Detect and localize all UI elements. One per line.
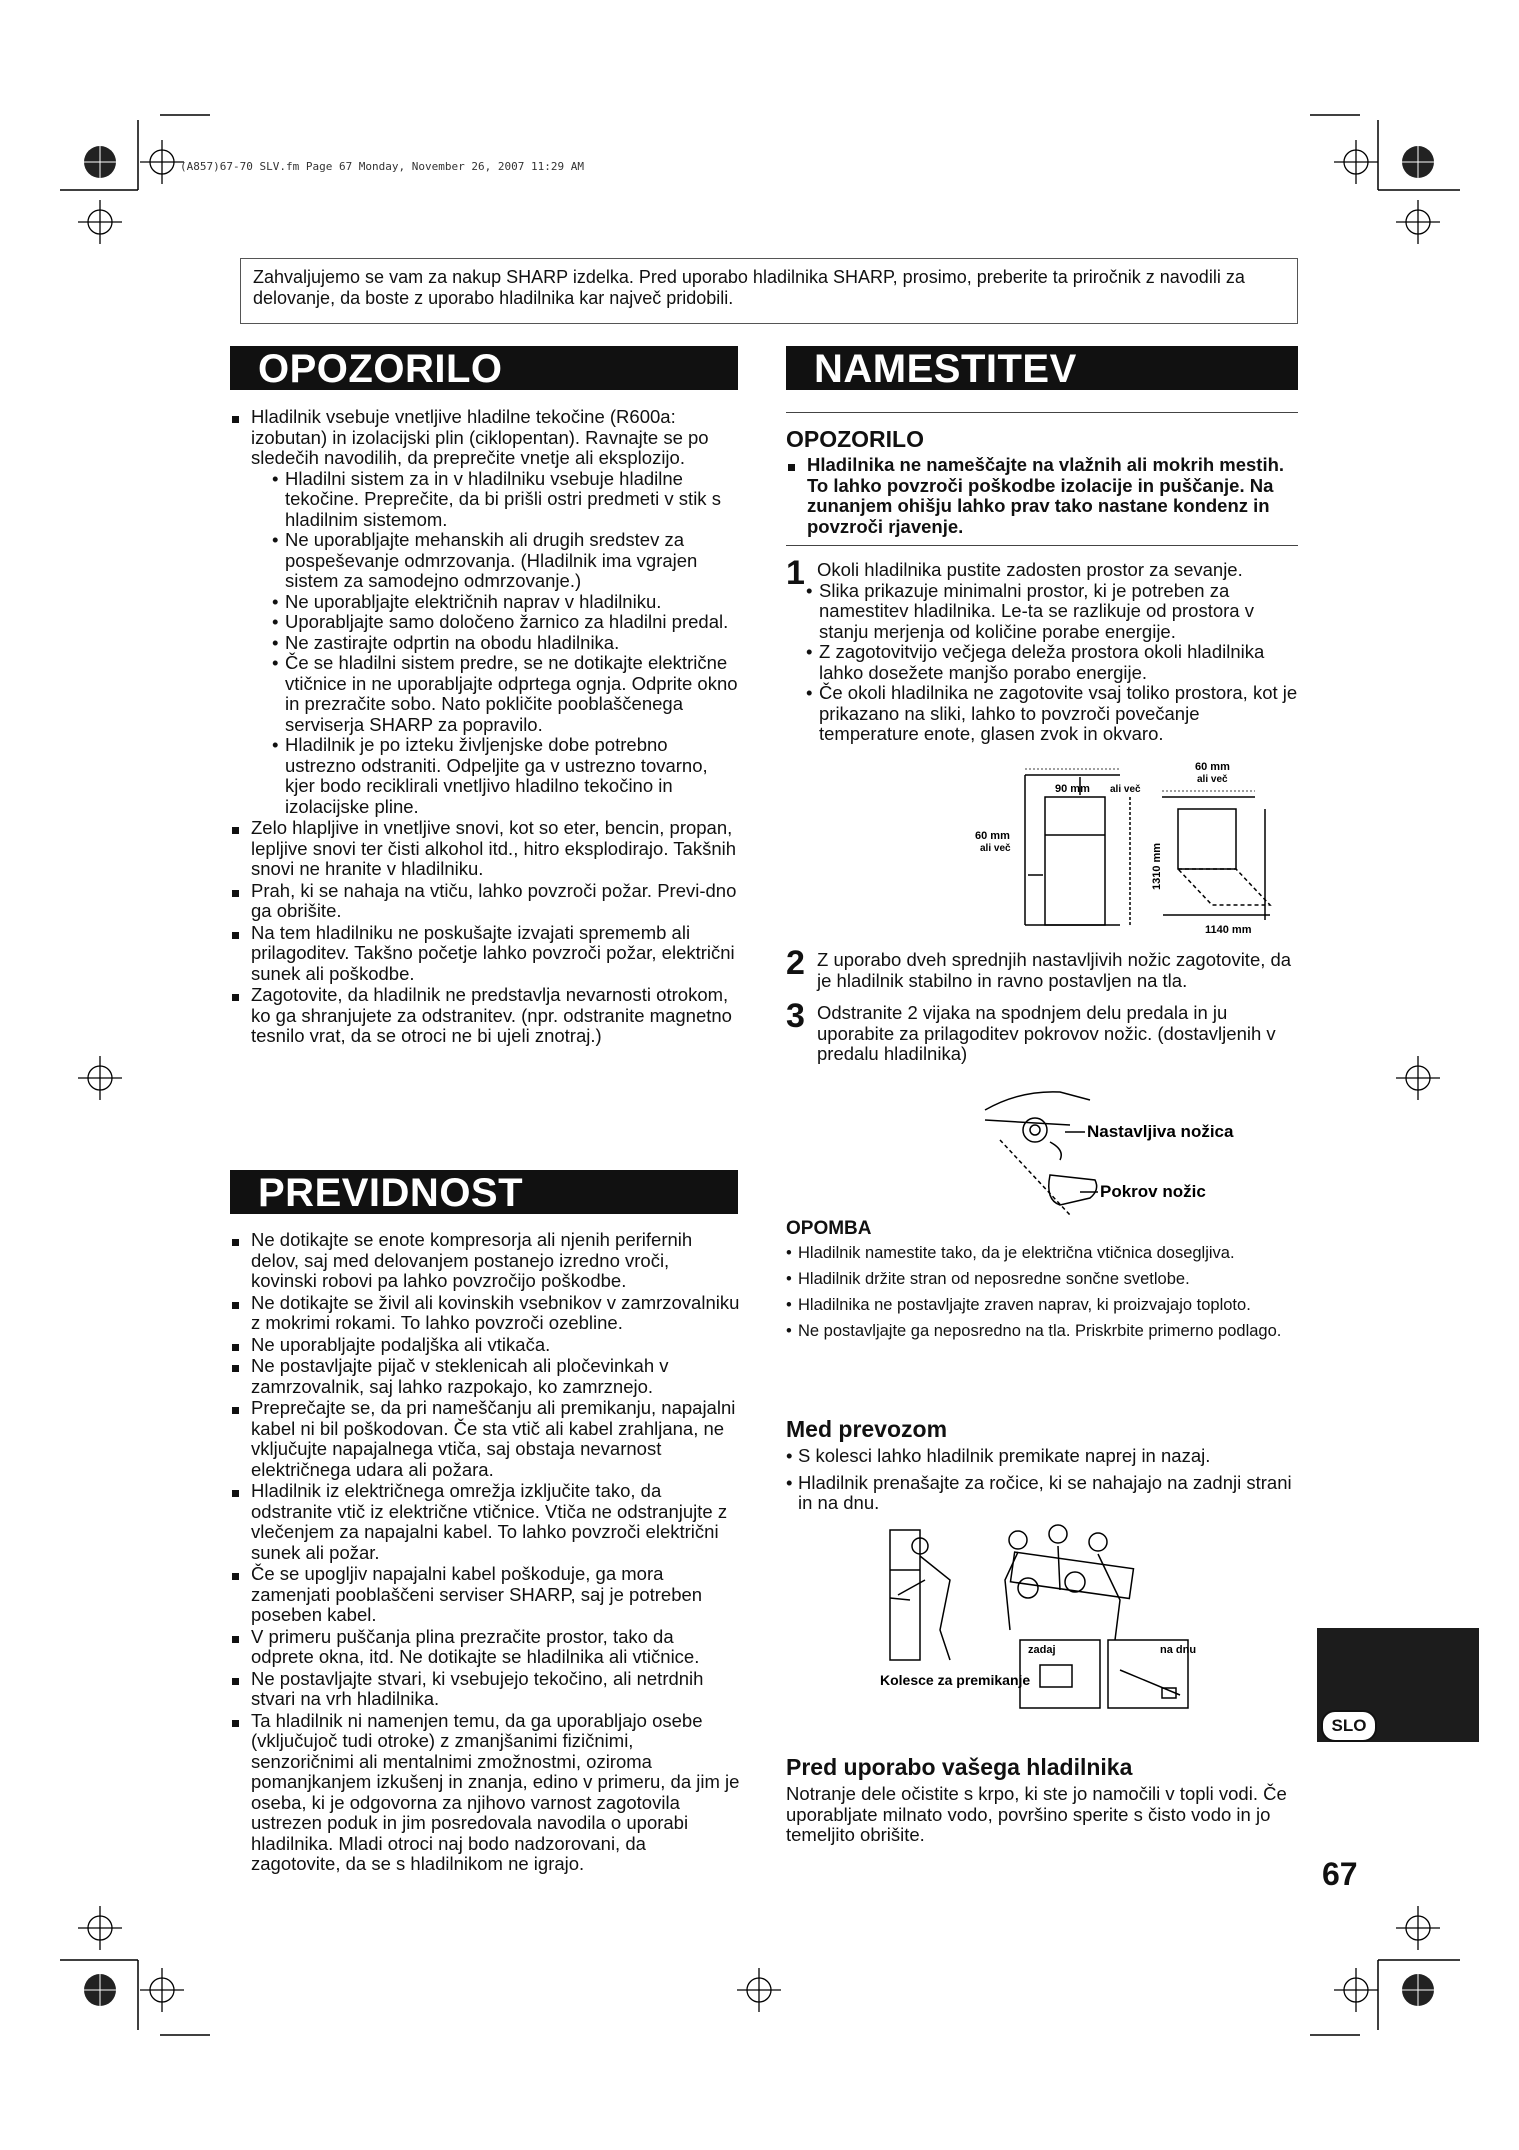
caution-item: Hladilnik iz električnega omrežja izključite tako, da odstranite vtič iz električne vtičnice. Vtiča ne odstranjujte z vlečenjem za napajalni kabel. To lahko povzroči električni sunek ali požar.	[230, 1481, 740, 1563]
caution-item: Ne dotikajte se živil ali kovinskih vsebnikov v zamrzovalniku z mokrimi rokami. To lahko povzroči ozebline.	[230, 1293, 740, 1334]
warning-sub-item: • Hladilnik je po izteku življenjske dobe potrebno ustrezno odstraniti. Odpeljite ga v ustrezno tovarno, kjer bodo reciklirali vnetljivo hladilno tekočino in izolacijske pline.	[272, 735, 740, 817]
page-number: 67	[1322, 1856, 1358, 1892]
step-2	[786, 944, 1298, 991]
warning-sub-item: • Hladilni sistem za in v hladilniku vsebuje hladilne tekočine. Preprečite, da bi prišli ostri predmeti v stik s hladilnim sistemom.	[272, 469, 740, 531]
note-item: • Hladilnik držite stran od neposredne sončne svetlobe.	[786, 1269, 1306, 1289]
warning-item: Zelo hlapljive in vnetljive snovi, kot so eter, bencin, propan, lepljive snovi ter čisti alkohol itd., hitro eksplodirajo. Takšnih snovi ne hranite v hladilniku.	[230, 818, 740, 880]
step-sub-item: • Slika prikazuje minimalni prostor, ki je potreben za namestitev hladilnika. Le-ta se razlikuje od prostora v stanju merjenja od količine porabe energije.	[806, 581, 1298, 643]
warning-sub-item: • Ne uporabljajte mehanskih ali drugih sredstev za pospeševanje odmrzovanja. (Hladilnik ima vgrajen sistem za samodejno odmrzovanje.)	[272, 530, 740, 592]
intro-box: Zahvaljujemo se vam za nakup SHARP izdelka. Pred uporabo hladilnika SHARP, prosimo, preberite ta priročnik z navodili za delovanje, da boste z uporabo hladilnika kar največ pridobili.	[240, 258, 1298, 324]
bottom-label: na dnu	[1160, 1644, 1197, 1656]
caution-banner: PREVIDNOST	[230, 1170, 738, 1214]
installation-banner: NAMESTITEV	[786, 346, 1298, 390]
note-heading: OPOMBA	[786, 1218, 872, 1239]
caution-item: Ne postavljajte pijač v steklenicah ali pločevinkah v zamrzovalnik, saj lahko razpokajo, ko zamrznejo.	[230, 1356, 740, 1397]
sub-warning-block	[786, 455, 1296, 538]
warning-banner: OPOZORILO	[230, 346, 738, 390]
crosshair-icon-left-side	[78, 1056, 122, 1100]
caution-item: Ne postavljajte stvari, ki vsebujejo tekočino, ali netrdnih stvari na vrh hladilnika.	[230, 1669, 740, 1710]
caution-item: Ta hladilnik ni namenjen temu, da ga uporabljajo osebe (vključujoč tudi otroke) z zmanjšanimi fizičnimi, senzoričnimi ali mentalnimi zmožnostmi, oziroma pomanjkanjem izkušenj in znanja, edino v primeru, da jim je oseba, ki je odgovorna za njihovo varnost zagotovila ustrezen poduk in jim posredovala navodila o uporabi hladilnika. Mladi otroci naj bodo nadzorovani, da zagotovite, da se s hladilnikom ne igrajo.	[230, 1711, 740, 1875]
wheels-label: Kolesce za premikanje	[880, 1672, 1031, 1688]
height-label: 1310 mm	[1151, 842, 1163, 890]
crosshair-icon-top-right	[1334, 140, 1378, 184]
note-item: • Hladilnik namestite tako, da je električna vtičnica dosegljiva.	[786, 1243, 1306, 1263]
step-text: Odstranite 2 vijaka na spodnjem delu predala in ju uporabite za prilagoditev pokrovov nožic. (dostavljenih v predalu hladilnika)	[817, 1002, 1276, 1064]
caution-item: V primeru puščanja plina prezračite prostor, tako da odprete okna, itd. Ne dotikajte se hladilnika ali vtičnice.	[230, 1627, 740, 1668]
language-badge: SLO	[1321, 1710, 1377, 1742]
step-1	[786, 554, 1298, 745]
transport-heading: Med prevozom	[786, 1416, 948, 1442]
side-gap-label: 60 mm	[975, 830, 1010, 842]
transport-diagram	[880, 1520, 1220, 1720]
step-number: 2	[786, 944, 805, 982]
crosshair-icon-right-side	[1396, 1056, 1440, 1100]
transport-block	[786, 1446, 1296, 1520]
crosshair-icon-left-mid	[78, 200, 122, 244]
foot-cover-label: Pokrov nožic	[1100, 1182, 1206, 1201]
crosshair-icon-top-left	[140, 140, 184, 184]
back-label: zadaj	[1028, 1644, 1056, 1656]
note-item: • Ne postavljajte ga neposredno na tla. Priskrbite primerno podlago.	[786, 1321, 1306, 1341]
adjustable-foot-label: Nastavljiva nožica	[1087, 1122, 1234, 1141]
step-sub-item: • Z zagotovitvijo večjega deleža prostora okoli hladilnika lahko dosežete manjšo porabo energije.	[806, 642, 1298, 683]
section-divider	[786, 545, 1298, 546]
right-gap-sub-label: ali več	[1197, 774, 1228, 785]
warning-item: Prah, ki se nahaja na vtiču, lahko povzroči požar. Previ-dno ga obrišite.	[230, 881, 740, 922]
clearance-diagram	[975, 755, 1300, 936]
caution-item: Ne dotikajte se enote kompresorja ali njenih perifernih delov, saj med delovanjem postanejo izredno vroči, kovinski robovi pa lahko povzročijo poškodbe.	[230, 1230, 740, 1292]
top-gap-sub-label: ali več	[1110, 784, 1141, 795]
top-gap-label: 90 mm	[1055, 783, 1090, 795]
fridge-side-outline	[1045, 797, 1105, 925]
transport-item: • Hladilnik prenašajte za ročice, ki se nahajajo na zadnji strani in na dnu.	[786, 1473, 1296, 1514]
crosshair-icon-bottom-center	[737, 1968, 781, 2012]
warning-item: Zagotovite, da hladilnik ne predstavlja nevarnosti otrokom, ko ga shranjujete za odstranitev. (npr. odstranite magnetno tesnilo vrat, da se otroci ne bi ujeli znotraj.)	[230, 985, 740, 1047]
right-gap-label: 60 mm	[1195, 761, 1230, 773]
warning-sub-item: • Ne zastirajte odprtin na obodu hladilnika.	[272, 633, 740, 654]
width-label: 1140 mm	[1205, 924, 1252, 936]
section-divider	[786, 412, 1298, 413]
transport-item: • S kolesci lahko hladilnik premikate naprej in nazaj.	[786, 1446, 1296, 1467]
step-sub-item: • Če okoli hladilnika ne zagotovite vsaj toliko prostora, kot je prikazano na sliki, lahko to povzroči povečanje temperature enote, glasen zvok in okvaro.	[806, 683, 1298, 745]
note-item: • Hladilnika ne postavljajte zraven naprav, ki proizvajajo toploto.	[786, 1295, 1306, 1315]
warning-sub-item: • Če se hladilni sistem predre, se ne dotikajte električne vtičnice in ne uporabljajte odprtega ognja. Odprite okno in prezračite sobo. Nato pokličite pooblaščenega serviserja SHARP za popravilo.	[272, 653, 740, 735]
step-3	[786, 997, 1298, 1065]
file-header-line: (A857)67-70 SLV.fm Page 67 Monday, November 26, 2007 11:29 AM	[180, 160, 584, 173]
warning-item: Na tem hladilniku ne poskušajte izvajati sprememb ali prilagoditev. Takšno početje lahko povzroči požar, električni sunek ali poškodbe.	[230, 923, 740, 985]
warning-sub-item: • Ne uporabljajte električnih naprav v hladilniku.	[272, 592, 740, 613]
sub-warning-heading: OPOZORILO	[786, 426, 924, 452]
side-gap-sub-label: ali več	[980, 843, 1011, 854]
caution-list	[230, 1230, 740, 1876]
before-use-text: Notranje dele očistite s krpo, ki ste jo namočili v topli vodi. Če uporabljate milnato vodo, površino sperite s čisto vodo in jo temeljito obrišite.	[786, 1783, 1287, 1845]
step-number: 3	[786, 997, 805, 1035]
warning-list	[230, 407, 740, 1048]
before-use-heading: Pred uporabo vašega hladilnika	[786, 1754, 1133, 1780]
note-block	[786, 1243, 1306, 1347]
sub-warning-text: Hladilnika ne nameščajte na vlažnih ali mokrih mestih. To lahko povzroči poškodbe izolacije in puščanje. Na zunanjem ohišju lahko prav tako nastane kondenz in povzroči rjavenje.	[786, 455, 1296, 537]
step-text: Okoli hladilnika pustite zadosten prostor za sevanje.	[817, 559, 1243, 580]
crosshair-icon-right-mid	[1396, 200, 1440, 244]
warning-item: Hladilnik vsebuje vnetljive hladilne tekočine (R600a: izobutan) in izolacijski plin (ciklopentan). Ravnajte se po sledečih navodilih, da preprečite vnetje ali eksplozijo. • Hladilni sistem za in v hladilniku vsebuje hladilne tekočine. Preprečite, da bi prišli ostri predmeti v stik s hladilnim sistemom. • Ne uporabljajte mehanskih ali drugih sredstev za pospeševanje odmrzovanja. (Hladilnik ima vgrajen sistem za samodejno odmrzovanje.) • Ne uporabljajte električnih naprav v hladilniku. • Uporabljajte samo določeno žarnico za hladilni predal. • Ne zastirajte odprtin na obodu hladilnika. • Če se hladilni sistem predre, se ne dotikajte električne vtičnice in ne uporabljajte odprtega ognja. Odprite okno in prezračite sobo. Nato pokličite pooblaščenega serviserja SHARP za popravilo. • Hladilnik je po izteku življenjske dobe potrebno ustrezno odstraniti. Odpeljite ga v ustrezno tovarno, kjer bodo reciklirali vnetljivo hladilno tekočino in izolacijske pline.	[230, 407, 740, 817]
caution-item: Ne uporabljajte podaljška ali vtikača.	[230, 1335, 740, 1356]
caution-item: Preprečajte se, da pri nameščanju ali premikanju, napajalni kabel ni bil poškodovan. Če sta vtič ali kabel zrahljana, ne vključujte napajalnega vtiča, saj obstaja nevarnost električnega udara ali požara.	[230, 1398, 740, 1480]
step-number: 1	[786, 554, 805, 592]
foot-diagram	[980, 1080, 1260, 1220]
caution-item: Če se upogljiv napajalni kabel poškoduje, ga mora zamenjati pooblaščeni serviser SHARP, saj je potreben poseben kabel.	[230, 1564, 740, 1626]
warning-sub-item: • Uporabljajte samo določeno žarnico za hladilni predal.	[272, 612, 740, 633]
step-text: Z uporabo dveh sprednjih nastavljivih nožic zagotovite, da je hladilnik stabilno in ravno postavljen na tla.	[817, 949, 1292, 991]
fridge-upright	[890, 1530, 920, 1660]
